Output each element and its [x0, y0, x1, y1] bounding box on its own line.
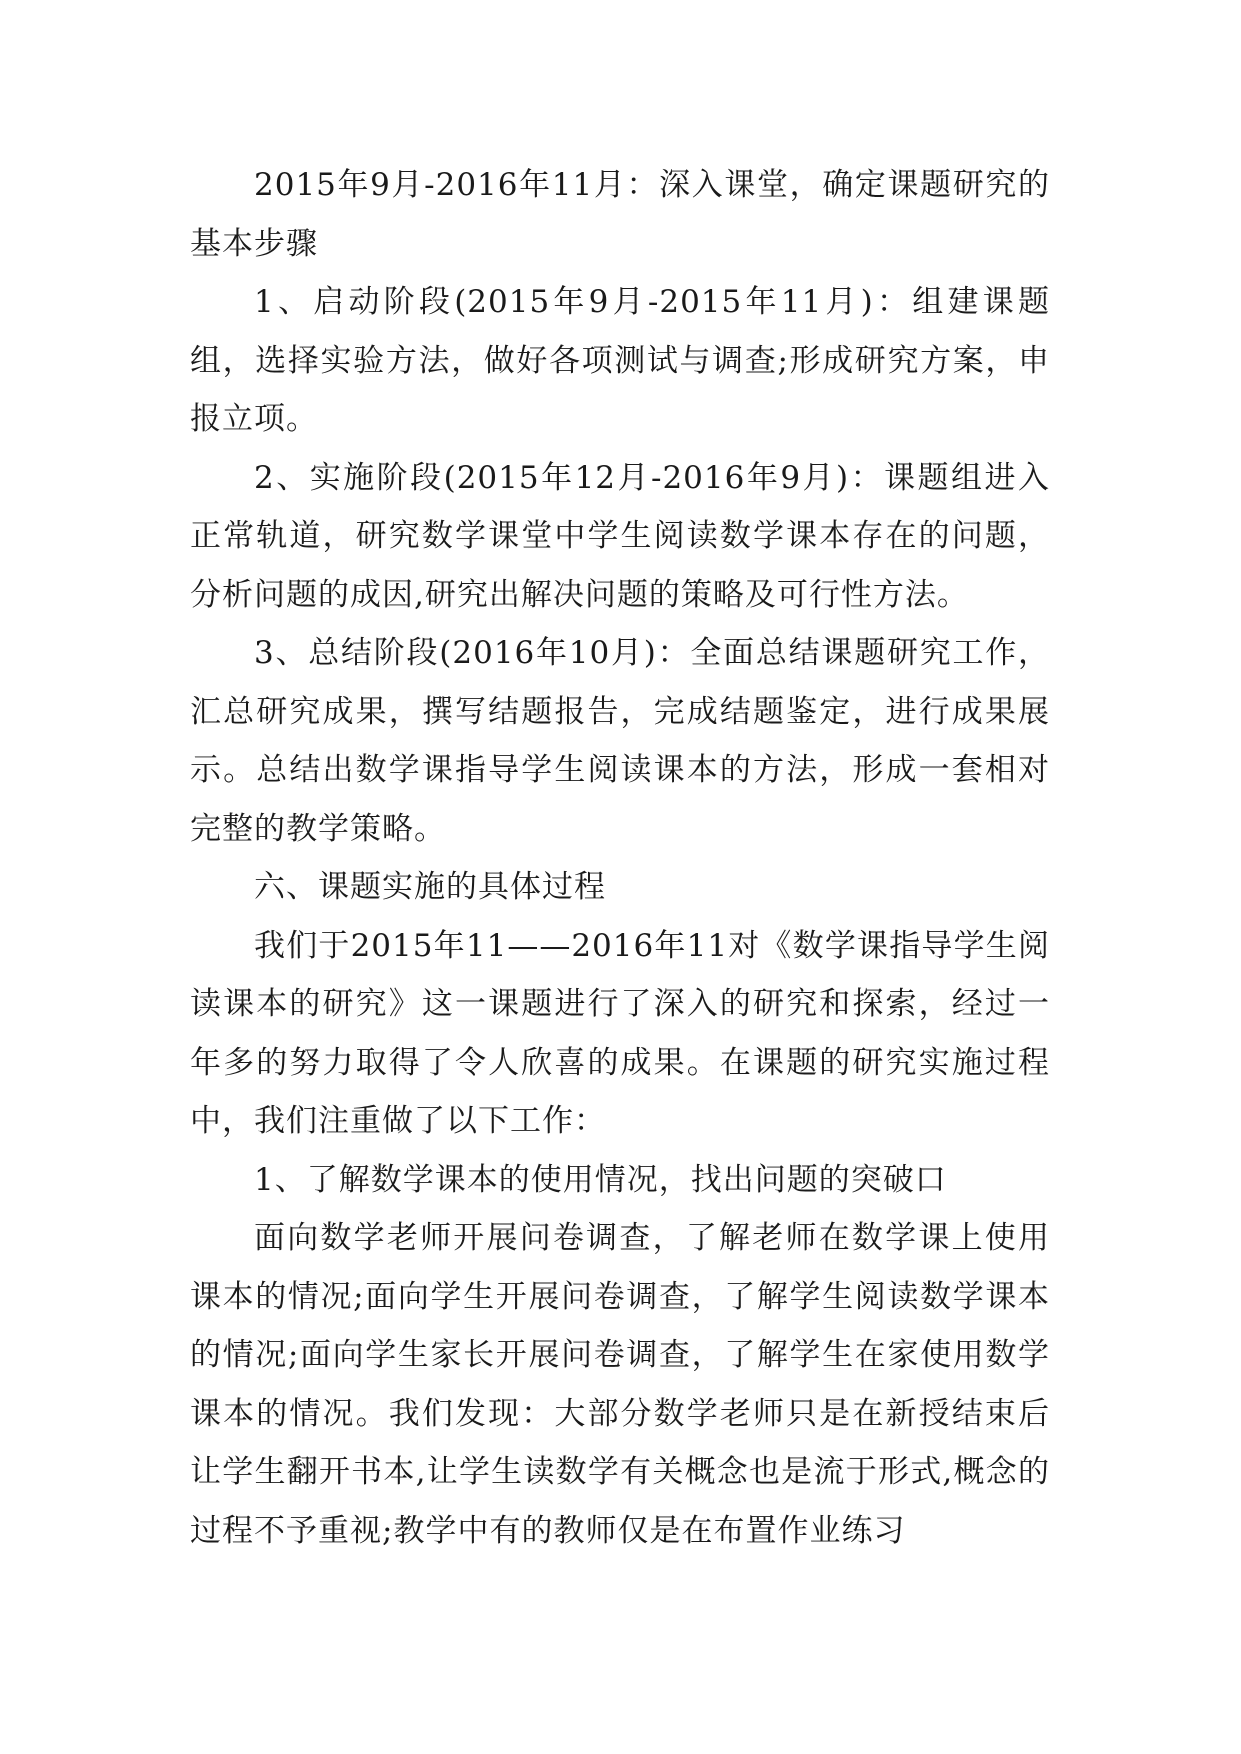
paragraph-process-overview: 我们于2015年11——2016年11对《数学课指导学生阅读课本的研究》这一课题进行了深入的研究和探索，经过一年多的努力取得了令人欣喜的成果。在课题的研究实施过程中，我们注重做了以下工作：	[190, 927, 1050, 1139]
paragraph-summary-stage: 3、总结阶段(2016年10月)：全面总结课题研究工作，汇总研究成果，撰写结题报告，完成结题鉴定，进行成果展示。总结出数学课指导学生阅读课本的方法，形成一套相对完整的教学策略。	[190, 635, 1050, 847]
paragraph-implementation-stage: 2、实施阶段(2015年12月-2016年9月)：课题组进入正常轨道，研究数学课堂中学生阅读数学课本存在的问题，分析问题的成因,研究出解决问题的策略及可行性方法。	[190, 459, 1050, 613]
paragraph-schedule-intro: 2015年9月-2016年11月：深入课堂，确定课题研究的基本步骤	[190, 167, 1050, 262]
section-heading-process: 六、课题实施的具体过程	[254, 869, 606, 905]
document-body	[190, 156, 1050, 1560]
paragraph-survey-findings: 面向数学老师开展问卷调查，了解老师在数学课上使用课本的情况;面向学生开展问卷调查，了解学生阅读数学课本的情况;面向学生家长开展问卷调查，了解学生在家使用数学课本的情况。我们发现：大部分数学老师只是在新授结束后让学生翻开书本,让学生读数学有关概念也是流于形式,概念的过程不予重视;教学中有的教师仅是在布置作业练习	[190, 1220, 1050, 1549]
paragraph-startup-stage: 1、启动阶段(2015年9月-2015年11月)：组建课题组，选择实验方法，做好各项测试与调查;形成研究方案，申报立项。	[190, 284, 1050, 437]
subheading-textbook-usage: 1、了解数学课本的使用情况，找出问题的突破口	[254, 1161, 947, 1198]
